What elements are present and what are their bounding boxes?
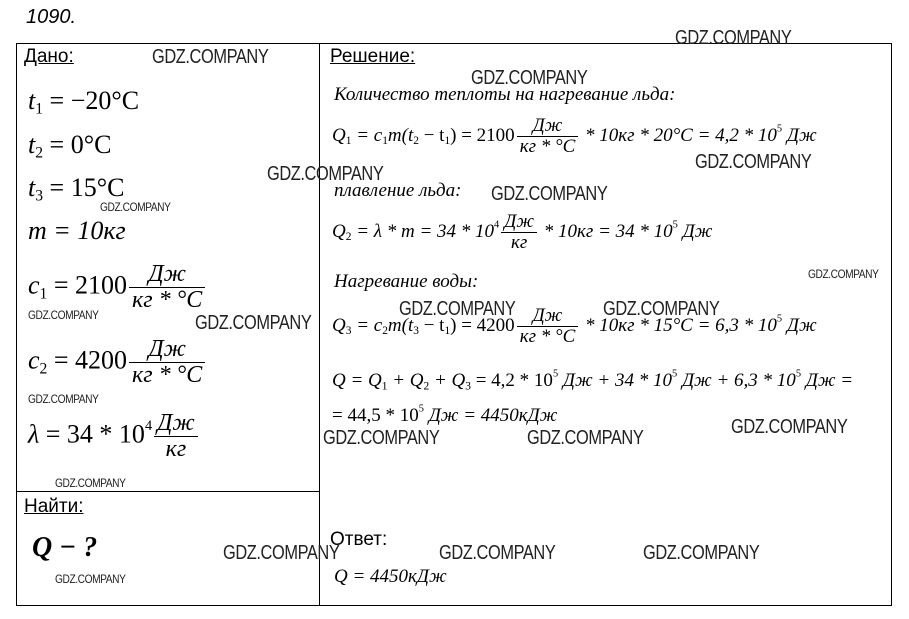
given-t1: $t_1 = -20^\circ C$ <box>28 86 140 118</box>
given-mass: m = 10кг <box>28 216 126 245</box>
equation-q2: $Q_2 = \lambda * m = 34 * 10^4$ $\frac{Дж}{кг}$ * $10кг = 34 * 10^5$ Дж <box>332 211 713 253</box>
equation-total: $Q = Q_1 + Q_2 + Q_3 = 4,2 * 10^5$ Дж + $34 * 10^5$ Дж + $6,3 * 10^5$ Дж = <box>332 368 854 393</box>
watermark: GDZ.COMPANY <box>491 183 608 205</box>
watermark: GDZ.COMPANY <box>675 27 792 49</box>
watermark: GDZ.COMPANY <box>603 298 720 320</box>
given-lambda: $\lambda = 34 * 10^4$ $\frac{Дж}{кг}$ <box>28 411 200 462</box>
watermark: GDZ.COMPANY <box>527 427 644 449</box>
watermark: GDZ.COMPANY <box>195 312 312 334</box>
find-value: Q − ? <box>32 532 98 563</box>
given-t2: $t_2 = 0^\circ C$ <box>28 130 112 162</box>
watermark: GDZ.COMPANY <box>223 542 340 564</box>
watermark: GDZ.COMPANY <box>808 267 879 281</box>
equation-result: = $44,5 * 10^5$ Дж = 4450кДж <box>332 403 558 426</box>
watermark: GDZ.COMPANY <box>643 542 760 564</box>
watermark: GDZ.COMPANY <box>731 416 848 438</box>
watermark: GDZ.COMPANY <box>323 427 440 449</box>
label-heating-ice: Количество теплоты на нагревание льда: <box>334 84 676 105</box>
given-c2: $c_2 = 4200$ $\frac{Дж}{кг * ^\circ С}$ <box>28 337 207 388</box>
watermark: GDZ.COMPANY <box>439 542 556 564</box>
column-divider <box>319 43 320 605</box>
watermark: GDZ.COMPANY <box>399 298 516 320</box>
given-t3: $t_3 = 15^\circ C$ <box>28 173 125 205</box>
given-title: Дано: <box>24 46 74 67</box>
watermark: GDZ.COMPANY <box>28 308 99 322</box>
watermark: GDZ.COMPANY <box>55 476 126 490</box>
watermark: GDZ.COMPANY <box>152 46 269 68</box>
watermark: GDZ.COMPANY <box>695 151 812 173</box>
watermark: GDZ.COMPANY <box>55 572 126 586</box>
watermark: GDZ.COMPANY <box>471 67 588 89</box>
equation-q3: $Q_3 = c_2m(t_3 - t_1) = 4200$ $\frac{Дж}{кг * ^\circ С}$ * $10кг * 15^\circ C = 6,3 * 10^5$ Дж <box>332 305 817 347</box>
equation-q1: $Q_1 = c_1m(t_2 - t_1) = 2100$ $\frac{Дж}{кг * ^\circ С}$ * $10кг * 20^\circ C = 4,2 * 10^5$ Дж <box>332 115 817 157</box>
find-divider <box>16 491 320 492</box>
problem-number: 1090. <box>26 6 77 28</box>
watermark: GDZ.COMPANY <box>28 392 99 406</box>
watermark: GDZ.COMPANY <box>267 163 384 185</box>
solution-title: Решение: <box>330 46 416 67</box>
given-c1: $c_1 = 2100$ $\frac{Дж}{кг * ^\circ С}$ <box>28 262 207 313</box>
find-title: Найти: <box>24 496 84 517</box>
label-melting-ice: плавление льда: <box>334 180 462 201</box>
watermark: GDZ.COMPANY <box>100 200 171 214</box>
answer-value: Q = 4450кДж <box>334 566 447 587</box>
label-heating-water: Нагревание воды: <box>334 271 479 292</box>
answer-title: Ответ: <box>330 529 388 550</box>
